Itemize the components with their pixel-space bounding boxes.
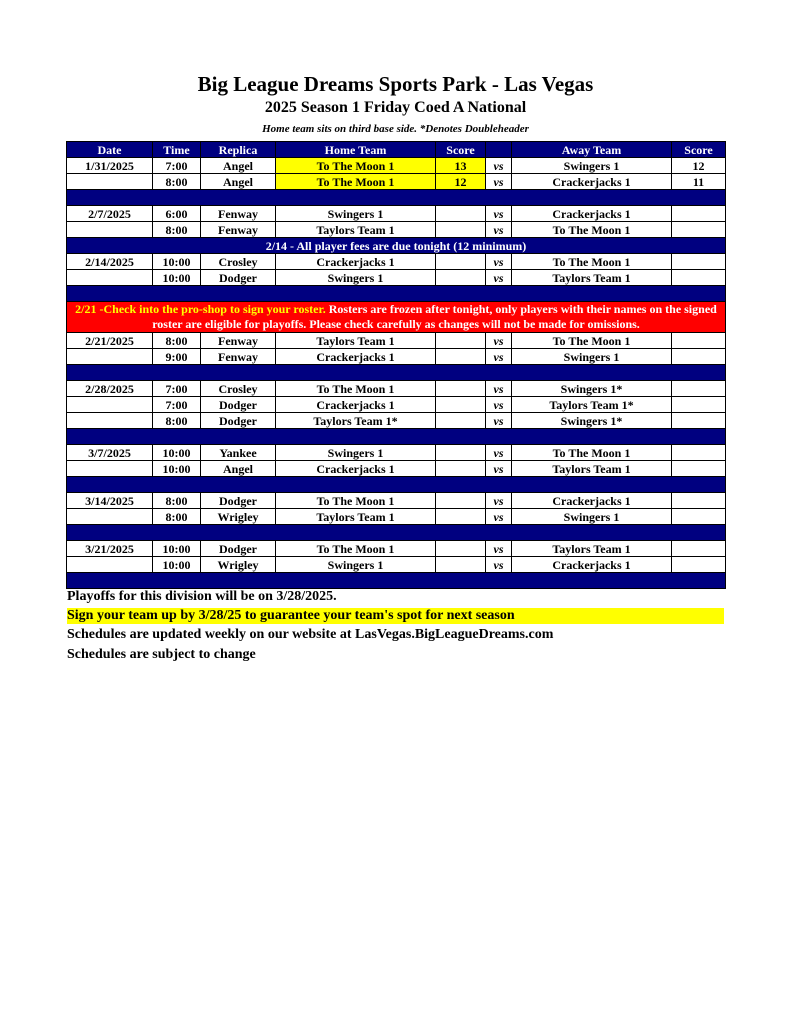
week-separator xyxy=(67,429,726,445)
week-separator xyxy=(67,573,726,589)
away-score xyxy=(672,206,726,222)
table-row xyxy=(67,174,726,190)
game-time: 9:00 xyxy=(153,349,201,365)
game-time: 8:00 xyxy=(153,174,201,190)
game-date xyxy=(67,222,153,238)
vs-label: vs xyxy=(486,445,512,461)
column-header-replica: Replica xyxy=(201,142,276,158)
game-date xyxy=(67,557,153,573)
home-team: To The Moon 1 xyxy=(276,493,436,509)
vs-label: vs xyxy=(486,461,512,477)
away-score xyxy=(672,333,726,349)
schedule-note: Home team sits on third base side. *Denotes Doubleheader xyxy=(262,123,529,135)
game-replica: Dodger xyxy=(201,397,276,413)
game-replica: Wrigley xyxy=(201,509,276,525)
game-replica: Fenway xyxy=(201,206,276,222)
game-date xyxy=(67,461,153,477)
vs-label: vs xyxy=(486,349,512,365)
away-team: Crackerjacks 1 xyxy=(512,206,672,222)
vs-label: vs xyxy=(486,222,512,238)
home-team: Swingers 1 xyxy=(276,270,436,286)
table-row xyxy=(67,222,726,238)
roster-notice-highlight: 2/21 -Check into the pro-shop to sign your roster. xyxy=(75,302,326,316)
vs-label: vs xyxy=(486,381,512,397)
away-score xyxy=(672,397,726,413)
away-team: Taylors Team 1* xyxy=(512,397,672,413)
away-score xyxy=(672,413,726,429)
column-header-home-team: Home Team xyxy=(276,142,436,158)
vs-label: vs xyxy=(486,413,512,429)
home-team: Taylors Team 1 xyxy=(276,509,436,525)
column-header-time: Time xyxy=(153,142,201,158)
home-score xyxy=(436,509,486,525)
game-date: 3/14/2025 xyxy=(67,493,153,509)
game-date xyxy=(67,174,153,190)
game-date xyxy=(67,270,153,286)
home-score xyxy=(436,541,486,557)
fees-notice-row xyxy=(67,238,726,254)
home-team: Taylors Team 1 xyxy=(276,333,436,349)
home-score xyxy=(436,493,486,509)
game-time: 6:00 xyxy=(153,206,201,222)
away-team: Taylors Team 1 xyxy=(512,541,672,557)
away-score xyxy=(672,445,726,461)
game-date: 2/21/2025 xyxy=(67,333,153,349)
game-replica: Angel xyxy=(201,461,276,477)
away-team: Crackerjacks 1 xyxy=(512,557,672,573)
schedule-table xyxy=(66,141,726,589)
away-team: Swingers 1 xyxy=(512,158,672,174)
column-header-away-score: Score xyxy=(672,142,726,158)
game-date: 3/21/2025 xyxy=(67,541,153,557)
table-row xyxy=(67,158,726,174)
home-score xyxy=(436,270,486,286)
away-team: Swingers 1* xyxy=(512,413,672,429)
game-time: 10:00 xyxy=(153,445,201,461)
website-note: Schedules are updated weekly on our website at LasVegas.BigLeagueDreams.com xyxy=(67,627,554,642)
vs-label: vs xyxy=(486,254,512,270)
game-time: 10:00 xyxy=(153,541,201,557)
home-score: 13 xyxy=(436,158,486,174)
table-row xyxy=(67,541,726,557)
table-row xyxy=(67,254,726,270)
home-score xyxy=(436,349,486,365)
game-replica: Fenway xyxy=(201,222,276,238)
home-team: Swingers 1 xyxy=(276,557,436,573)
game-time: 7:00 xyxy=(153,158,201,174)
vs-label: vs xyxy=(486,158,512,174)
game-replica: Crosley xyxy=(201,254,276,270)
game-date xyxy=(67,509,153,525)
game-time: 7:00 xyxy=(153,397,201,413)
game-time: 7:00 xyxy=(153,381,201,397)
vs-label: vs xyxy=(486,206,512,222)
table-row xyxy=(67,557,726,573)
home-score xyxy=(436,397,486,413)
vs-label: vs xyxy=(486,541,512,557)
vs-label: vs xyxy=(486,397,512,413)
game-date xyxy=(67,349,153,365)
vs-label: vs xyxy=(486,333,512,349)
away-team: To The Moon 1 xyxy=(512,222,672,238)
away-score: 12 xyxy=(672,158,726,174)
home-team: To The Moon 1 xyxy=(276,158,436,174)
column-header-date: Date xyxy=(67,142,153,158)
week-separator xyxy=(67,477,726,493)
game-date: 2/28/2025 xyxy=(67,381,153,397)
table-row xyxy=(67,381,726,397)
home-team: Taylors Team 1* xyxy=(276,413,436,429)
vs-label: vs xyxy=(486,557,512,573)
home-team: To The Moon 1 xyxy=(276,381,436,397)
home-score xyxy=(436,445,486,461)
vs-label: vs xyxy=(486,174,512,190)
away-score: 11 xyxy=(672,174,726,190)
game-replica: Dodger xyxy=(201,270,276,286)
home-team: Crackerjacks 1 xyxy=(276,254,436,270)
roster-notice-row xyxy=(67,302,726,333)
game-date xyxy=(67,413,153,429)
away-score xyxy=(672,349,726,365)
game-replica: Dodger xyxy=(201,541,276,557)
vs-label: vs xyxy=(486,493,512,509)
home-team: To The Moon 1 xyxy=(276,541,436,557)
away-team: Taylors Team 1 xyxy=(512,270,672,286)
table-row xyxy=(67,397,726,413)
home-team: Crackerjacks 1 xyxy=(276,397,436,413)
game-replica: Wrigley xyxy=(201,557,276,573)
signup-notice: Sign your team up by 3/28/25 to guarantee your team's spot for next season xyxy=(67,608,724,624)
game-time: 8:00 xyxy=(153,509,201,525)
vs-label: vs xyxy=(486,509,512,525)
home-score xyxy=(436,381,486,397)
home-score xyxy=(436,222,486,238)
table-row xyxy=(67,445,726,461)
away-team: To The Moon 1 xyxy=(512,333,672,349)
table-row xyxy=(67,349,726,365)
table-row xyxy=(67,270,726,286)
week-separator xyxy=(67,525,726,541)
fees-notice: 2/14 - All player fees are due tonight (12 minimum) xyxy=(67,238,726,254)
roster-notice-text: Rosters are frozen after tonight, only players with their names on the signed roster are eligible for playoffs. Please check carefully as changes will not be made for omissions. xyxy=(152,302,717,331)
game-replica: Dodger xyxy=(201,493,276,509)
away-team: Taylors Team 1 xyxy=(512,461,672,477)
table-row xyxy=(67,461,726,477)
away-team: Swingers 1* xyxy=(512,381,672,397)
game-time: 10:00 xyxy=(153,557,201,573)
game-date: 1/31/2025 xyxy=(67,158,153,174)
game-time: 10:00 xyxy=(153,270,201,286)
table-row xyxy=(67,333,726,349)
home-team: Taylors Team 1 xyxy=(276,222,436,238)
home-team: Swingers 1 xyxy=(276,206,436,222)
vs-label: vs xyxy=(486,270,512,286)
game-time: 10:00 xyxy=(153,461,201,477)
home-score xyxy=(436,557,486,573)
home-score: 12 xyxy=(436,174,486,190)
home-team: Swingers 1 xyxy=(276,445,436,461)
away-team: Crackerjacks 1 xyxy=(512,493,672,509)
game-replica: Fenway xyxy=(201,349,276,365)
game-time: 8:00 xyxy=(153,493,201,509)
home-team: Crackerjacks 1 xyxy=(276,461,436,477)
table-header-row xyxy=(67,142,726,158)
game-replica: Crosley xyxy=(201,381,276,397)
game-replica: Angel xyxy=(201,174,276,190)
page-title: Big League Dreams Sports Park - Las Vegas xyxy=(197,72,594,96)
away-team: Swingers 1 xyxy=(512,509,672,525)
away-score xyxy=(672,381,726,397)
game-time: 8:00 xyxy=(153,413,201,429)
away-team: Crackerjacks 1 xyxy=(512,174,672,190)
away-team: Swingers 1 xyxy=(512,349,672,365)
game-replica: Yankee xyxy=(201,445,276,461)
home-score xyxy=(436,333,486,349)
away-score xyxy=(672,541,726,557)
game-date xyxy=(67,397,153,413)
game-replica: Angel xyxy=(201,158,276,174)
game-replica: Fenway xyxy=(201,333,276,349)
away-score xyxy=(672,461,726,477)
game-date: 2/14/2025 xyxy=(67,254,153,270)
home-team: To The Moon 1 xyxy=(276,174,436,190)
page-subtitle: 2025 Season 1 Friday Coed A National xyxy=(264,99,527,116)
away-score xyxy=(672,254,726,270)
table-row xyxy=(67,509,726,525)
game-time: 8:00 xyxy=(153,333,201,349)
column-header-away-team: Away Team xyxy=(512,142,672,158)
week-separator xyxy=(67,286,726,302)
away-score xyxy=(672,270,726,286)
away-score xyxy=(672,222,726,238)
game-date: 2/7/2025 xyxy=(67,206,153,222)
home-score xyxy=(436,254,486,270)
home-score xyxy=(436,206,486,222)
week-separator xyxy=(67,190,726,206)
away-score xyxy=(672,509,726,525)
home-score xyxy=(436,461,486,477)
column-header-home-score: Score xyxy=(436,142,486,158)
game-date: 3/7/2025 xyxy=(67,445,153,461)
home-team: Crackerjacks 1 xyxy=(276,349,436,365)
away-team: To The Moon 1 xyxy=(512,254,672,270)
home-score xyxy=(436,413,486,429)
away-score xyxy=(672,557,726,573)
column-header-blank xyxy=(486,142,512,158)
roster-notice xyxy=(67,302,726,333)
away-score xyxy=(672,493,726,509)
change-note: Schedules are subject to change xyxy=(67,647,256,662)
game-time: 10:00 xyxy=(153,254,201,270)
game-time: 8:00 xyxy=(153,222,201,238)
week-separator xyxy=(67,365,726,381)
table-row xyxy=(67,413,726,429)
away-team: To The Moon 1 xyxy=(512,445,672,461)
playoffs-note: Playoffs for this division will be on 3/28/2025. xyxy=(67,589,337,604)
table-row xyxy=(67,206,726,222)
game-replica: Dodger xyxy=(201,413,276,429)
table-row xyxy=(67,493,726,509)
